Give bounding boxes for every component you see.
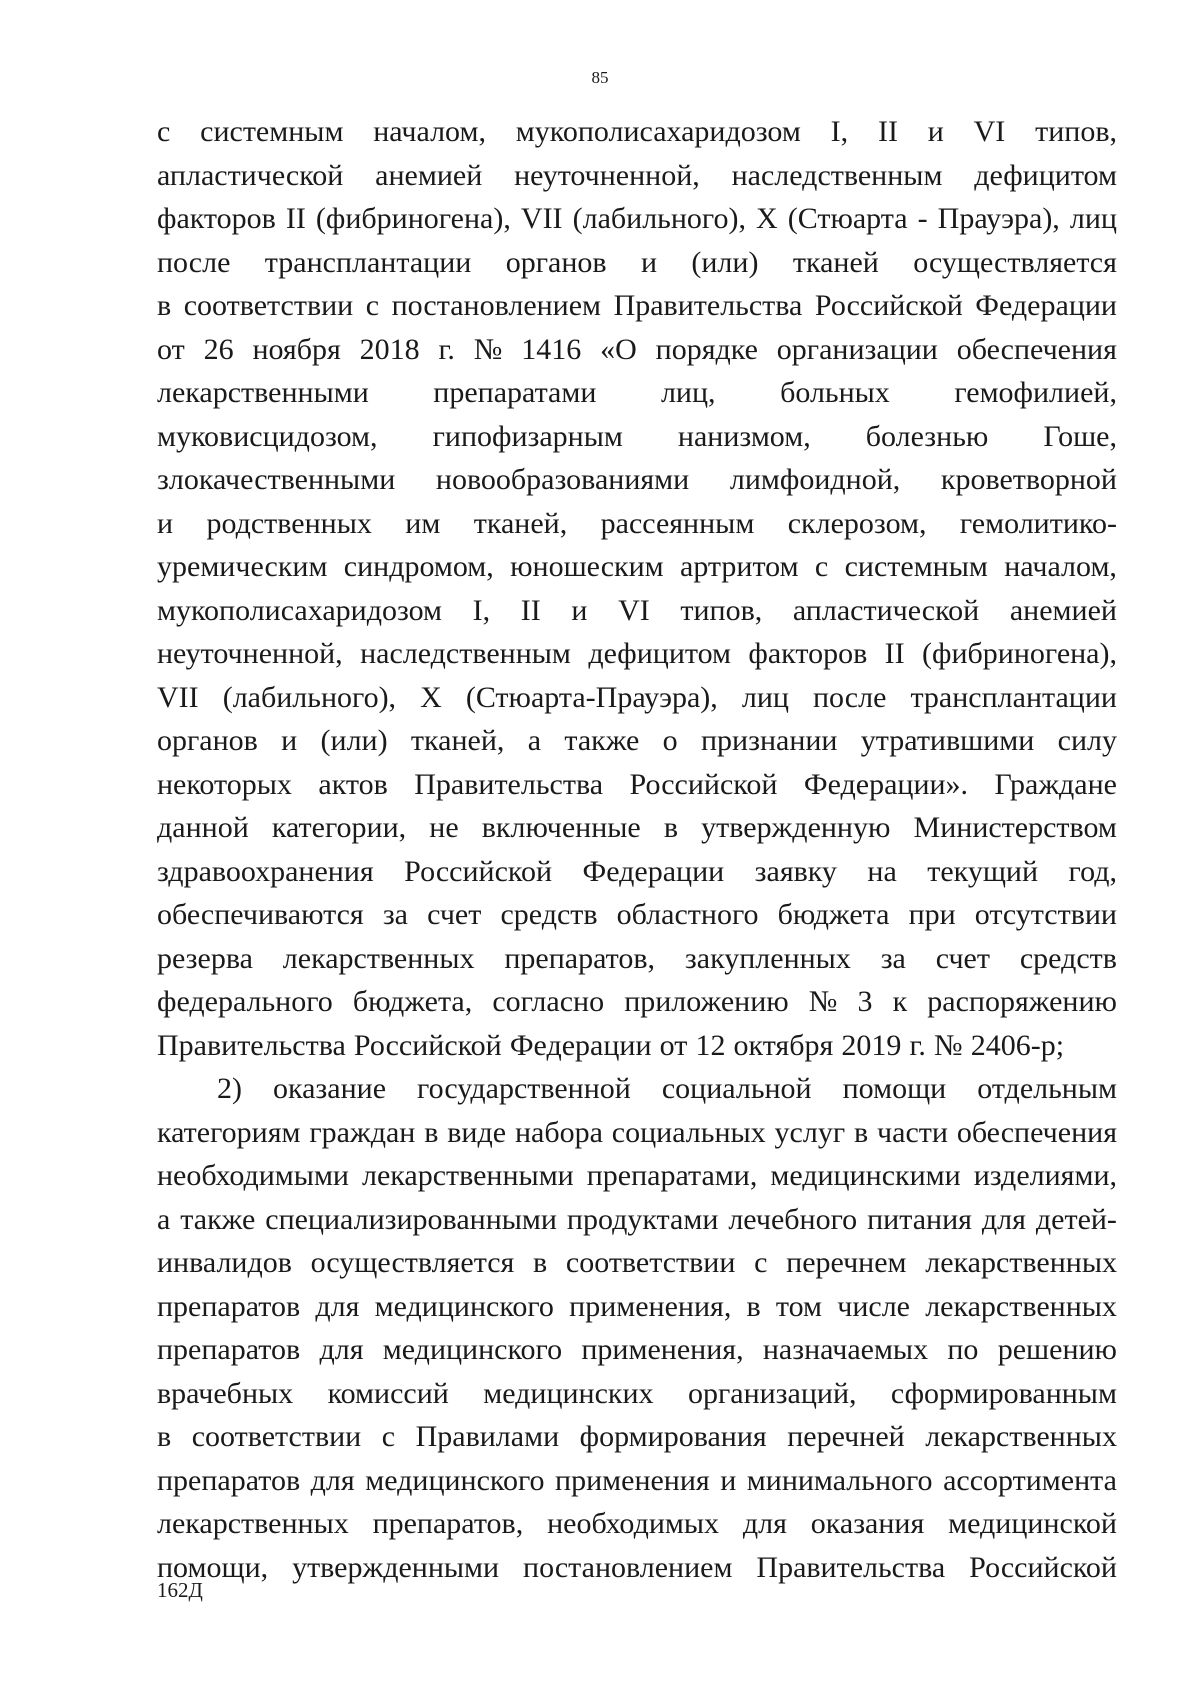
word: лекарственных — [925, 1420, 1117, 1453]
word: от — [157, 332, 185, 366]
word: организации — [776, 332, 938, 366]
word: юношеским — [510, 550, 664, 583]
word: больных — [780, 376, 890, 409]
word: Российской — [404, 854, 553, 888]
word: г. — [909, 1028, 926, 1062]
word: апластической — [157, 158, 344, 192]
word: и — [640, 245, 657, 279]
word: дефицитом — [974, 158, 1117, 192]
word: мукополисахаридозом — [515, 115, 801, 148]
word: и — [571, 593, 588, 627]
text-line — [157, 245, 1117, 289]
word: лекарственными — [157, 376, 369, 409]
text-line — [157, 723, 1117, 767]
word: обеспечения — [956, 332, 1117, 366]
word: лекарственными — [361, 1159, 574, 1192]
word: применения — [555, 1463, 710, 1497]
word: Правительства — [157, 1028, 346, 1062]
word: (фибриногена), — [922, 637, 1117, 670]
word: медицинского — [374, 1289, 554, 1323]
text-line — [157, 1158, 1117, 1202]
word: VII — [520, 202, 563, 235]
word: отдельным — [977, 1072, 1117, 1105]
word: применения, — [569, 1289, 732, 1323]
word: органов — [505, 245, 607, 279]
word: (лабильного), — [572, 202, 746, 235]
word: резерва — [157, 941, 253, 975]
word: II — [285, 202, 306, 235]
word: органов — [157, 724, 258, 757]
word: порядке — [655, 332, 758, 366]
word: средств — [500, 898, 598, 931]
word: а — [157, 1202, 171, 1236]
word: тканей, — [410, 724, 505, 757]
word: г. — [438, 332, 455, 366]
text-line — [157, 158, 1117, 202]
word: лекарственных — [282, 941, 475, 975]
word: 12 — [695, 1028, 726, 1062]
word: факторов — [748, 637, 868, 670]
word: (Стюарта — [787, 202, 908, 235]
word: «О — [600, 332, 637, 366]
word: в — [157, 289, 172, 322]
word: тканей, — [473, 506, 568, 540]
word: приложению — [624, 985, 789, 1018]
word: 2019 — [841, 1028, 902, 1062]
word: к — [892, 985, 908, 1018]
word: для — [742, 1507, 787, 1540]
word: медицинского — [365, 1463, 545, 1497]
word: Министерством — [913, 811, 1117, 844]
word: назначаемых — [762, 1333, 929, 1366]
word: № — [934, 1028, 963, 1062]
text-line — [157, 767, 1117, 811]
word: ассортимента — [943, 1463, 1117, 1497]
text-line — [157, 593, 1117, 637]
word: также — [564, 724, 640, 757]
text-line — [157, 1115, 1117, 1159]
word: артритом — [680, 550, 799, 583]
text-line — [157, 462, 1117, 506]
word: соответствии — [183, 289, 354, 322]
word: после — [812, 680, 887, 714]
word: организаций, — [687, 1376, 857, 1410]
word: закупленных — [684, 941, 851, 975]
word: медицинской — [948, 1507, 1117, 1540]
page-number: 85 — [591, 68, 609, 87]
word: Правилами — [415, 1420, 560, 1453]
word: 2406-р; — [970, 1028, 1065, 1062]
word: родственных — [206, 506, 372, 540]
word: X — [756, 202, 778, 235]
word: социальной — [661, 1072, 812, 1105]
word: 2) — [217, 1072, 242, 1105]
word: VII — [157, 680, 199, 714]
text-line — [157, 680, 1117, 724]
word: продуктами — [566, 1202, 719, 1236]
text-line — [157, 1028, 1117, 1072]
word: здравоохранения — [157, 854, 374, 888]
document-body — [157, 114, 1117, 1593]
word: инвалидов — [157, 1246, 292, 1279]
word: Правительства — [756, 1550, 946, 1584]
text-line — [157, 1419, 1117, 1463]
word: с — [381, 1420, 396, 1453]
word: II — [884, 637, 905, 670]
word: осуществляется — [310, 1246, 515, 1279]
word: тканей — [792, 245, 879, 279]
word: лиц — [1069, 202, 1117, 235]
word: наследственным — [360, 637, 571, 670]
word: новообразованиями — [435, 463, 690, 496]
word: X — [420, 680, 442, 714]
word: средств — [1019, 941, 1117, 975]
word: склерозом, — [787, 506, 927, 540]
word: включенные — [481, 811, 641, 844]
word: синдромом, — [343, 550, 494, 583]
word: числе — [837, 1289, 910, 1323]
word: соответствии — [191, 1420, 362, 1453]
word: с — [365, 289, 380, 322]
word: для — [319, 1333, 364, 1366]
word: обеспечения — [956, 1115, 1117, 1149]
word: утвержденными — [292, 1550, 500, 1584]
word: необходимых — [547, 1507, 720, 1540]
word: системным — [200, 115, 344, 148]
word: специализированными — [265, 1202, 557, 1236]
word: текущий — [927, 854, 1039, 888]
word: II — [877, 115, 898, 148]
word: в — [533, 1246, 548, 1279]
word: социальных — [611, 1115, 766, 1149]
text-line — [157, 897, 1117, 941]
word: (или) — [320, 724, 388, 757]
word: минимального — [746, 1463, 933, 1497]
text-line — [157, 419, 1117, 463]
text-line — [157, 288, 1117, 332]
word: бюджета, — [352, 985, 473, 1018]
text-line — [157, 1202, 1117, 1246]
text-line — [157, 506, 1117, 550]
word: постановлением — [391, 289, 602, 322]
word: осуществляется — [913, 245, 1117, 279]
word: Федерации — [975, 289, 1117, 322]
text-line — [157, 375, 1117, 419]
word: октября — [733, 1028, 834, 1062]
word: наследственным — [731, 158, 943, 192]
word: трансплантации — [910, 680, 1117, 714]
word: рассеянным — [600, 506, 755, 540]
word: медицинскими — [770, 1159, 961, 1192]
word: 2018 — [359, 332, 420, 366]
word: трансплантации — [264, 245, 472, 279]
word: категориям — [157, 1115, 301, 1149]
word: не — [429, 811, 459, 844]
text-line — [157, 1376, 1117, 1420]
word: неуточненной, — [157, 637, 343, 670]
word: бюджета — [777, 898, 890, 931]
word: лекарственных — [157, 1507, 349, 1540]
word: анемией — [375, 158, 483, 192]
document-code: 162Д — [157, 1578, 203, 1602]
word: решению — [997, 1333, 1117, 1366]
word: Правительства — [414, 767, 604, 801]
text-line — [157, 984, 1117, 1028]
word: препаратов, — [504, 941, 656, 975]
word: утратившими — [860, 724, 1035, 757]
word: некоторых — [157, 767, 292, 801]
text-line — [157, 332, 1117, 376]
text-line — [157, 114, 1117, 158]
text-line — [157, 1463, 1117, 1507]
text-line — [157, 201, 1117, 245]
word: Правительства — [613, 289, 803, 322]
word: анемией — [1009, 593, 1117, 627]
word: Российской — [629, 767, 778, 801]
word: и — [157, 506, 174, 540]
word: Гоше, — [1043, 419, 1117, 453]
word: препаратов, — [372, 1507, 524, 1540]
word: препаратов — [157, 1289, 301, 1323]
word: Российской — [353, 1028, 502, 1062]
word: Федерации». — [803, 767, 969, 801]
word: дефицитом — [588, 637, 732, 670]
word: питания — [867, 1202, 972, 1236]
word: за — [880, 941, 906, 975]
word: VI — [618, 593, 650, 627]
word: болезнью — [865, 419, 989, 453]
word: началом, — [373, 115, 486, 148]
word: от — [659, 1028, 688, 1062]
word: препаратами, — [586, 1159, 758, 1192]
word: II — [520, 593, 541, 627]
word: ноября — [252, 332, 341, 366]
word: помощи — [842, 1072, 947, 1105]
word: данной — [157, 811, 249, 844]
word: им — [405, 506, 441, 540]
word: счет — [935, 941, 990, 975]
word: (фибриногена), — [315, 202, 511, 235]
text-line — [157, 941, 1117, 985]
word: для — [315, 1289, 360, 1323]
word: кроветворной — [940, 463, 1117, 496]
word: и — [720, 1463, 737, 1497]
word: апластической — [792, 593, 980, 627]
word: по — [947, 1333, 979, 1366]
word: год, — [1068, 854, 1117, 888]
word: перечнем — [786, 1246, 907, 1279]
word: постановлением — [523, 1550, 733, 1584]
word: распоряжению — [927, 985, 1117, 1018]
word: с — [814, 550, 829, 583]
word: перечней — [787, 1420, 905, 1453]
word: государственной — [417, 1072, 631, 1105]
word: в — [663, 811, 679, 844]
word: злокачественными — [157, 463, 396, 496]
text-line — [157, 810, 1117, 854]
word: помощи, — [157, 1550, 269, 1584]
word: препаратов — [157, 1333, 301, 1366]
word: медицинских — [483, 1376, 654, 1410]
word: признании — [700, 724, 838, 757]
word: типов, — [680, 593, 763, 627]
word: о — [662, 724, 678, 757]
word: изделиями, — [973, 1159, 1117, 1192]
word: 1416 — [521, 332, 582, 366]
word: актов — [318, 767, 388, 801]
word: лимфоидной, — [729, 463, 901, 496]
word: неуточненной, — [514, 158, 700, 192]
word: необходимыми — [157, 1159, 349, 1192]
word: лекарственных — [925, 1289, 1117, 1323]
text-line — [157, 1332, 1117, 1376]
word: лиц — [741, 680, 789, 714]
word: Федерации — [582, 854, 725, 888]
word: за — [382, 898, 408, 931]
word: оказания — [810, 1507, 925, 1540]
word: Федерации — [509, 1028, 652, 1062]
word: гемофилией, — [954, 376, 1117, 409]
word: факторов — [157, 202, 276, 235]
word: том — [775, 1289, 823, 1323]
word: категории, — [271, 811, 407, 844]
word: силу — [1057, 724, 1117, 757]
word: с — [754, 1246, 768, 1279]
word: гипофизарным — [432, 419, 623, 453]
word: детей- — [1035, 1202, 1117, 1236]
word: - — [917, 202, 928, 235]
word: а — [527, 724, 542, 757]
word: муковисцидозом, — [157, 419, 378, 453]
word: I, — [472, 593, 491, 627]
word: лекарственных — [925, 1246, 1117, 1279]
word: врачебных — [157, 1376, 294, 1410]
word: препаратами — [433, 376, 597, 409]
word: мукополисахаридозом — [157, 593, 443, 627]
word: согласно — [492, 985, 605, 1018]
word: медицинского — [382, 1333, 563, 1366]
word: Прауэра), — [937, 202, 1060, 235]
word: нанизмом, — [677, 419, 811, 453]
word: при — [908, 898, 956, 931]
text-line — [157, 1289, 1117, 1333]
word: гемолитико- — [959, 506, 1117, 540]
word: также — [180, 1202, 256, 1236]
word: комиссий — [327, 1376, 449, 1410]
word: 26 — [203, 332, 234, 366]
word: и — [927, 115, 944, 148]
text-line — [157, 549, 1117, 593]
text-line — [157, 854, 1117, 898]
word: федерального — [157, 985, 333, 1018]
word: (лабильного), — [222, 680, 397, 714]
word: в — [854, 1115, 869, 1149]
word: для — [981, 1202, 1026, 1236]
text-line — [157, 1506, 1117, 1550]
word: № — [473, 332, 503, 366]
word: I, — [830, 115, 849, 148]
word: Российской — [969, 1550, 1117, 1584]
word: VI — [973, 115, 1006, 148]
word: формирования — [579, 1420, 767, 1453]
word: части — [877, 1115, 948, 1149]
word: Граждане — [994, 767, 1117, 801]
word: в — [424, 1115, 439, 1149]
word: системным — [844, 550, 988, 583]
word: лечебного — [728, 1202, 858, 1236]
word: обеспечиваются — [157, 898, 364, 931]
word: применения, — [581, 1333, 744, 1366]
word: уремическим — [157, 550, 328, 583]
text-line — [157, 1245, 1117, 1289]
word: соответствии — [565, 1246, 736, 1279]
word: после — [157, 245, 231, 279]
word: счет — [427, 898, 482, 931]
word: № — [808, 985, 838, 1018]
word: на — [867, 854, 897, 888]
word: 3 — [857, 985, 873, 1018]
word: заявку — [754, 854, 837, 888]
word: Российской — [814, 289, 963, 322]
word: (или) — [691, 245, 759, 279]
text-line — [157, 1550, 1117, 1594]
word: утвержденную — [701, 811, 891, 844]
word: в — [157, 1420, 172, 1453]
word: типов, — [1035, 115, 1117, 148]
word: отсутствии — [974, 898, 1117, 931]
word: началом, — [1004, 550, 1117, 583]
word: набора — [514, 1115, 603, 1149]
word: препаратов — [157, 1463, 301, 1497]
word: и — [281, 724, 298, 757]
word: граждан — [309, 1115, 416, 1149]
text-line — [157, 636, 1117, 680]
word: областного — [616, 898, 759, 931]
word: услуг — [774, 1115, 846, 1149]
word: лиц, — [660, 376, 716, 409]
word: сформированным — [890, 1376, 1117, 1410]
word: оказание — [273, 1072, 387, 1105]
word: с — [157, 115, 171, 148]
word: (Стюарта-Прауэра), — [465, 680, 718, 714]
word: в — [746, 1289, 761, 1323]
word: для — [310, 1463, 355, 1497]
text-line — [157, 1071, 1117, 1115]
word: виде — [447, 1115, 507, 1149]
